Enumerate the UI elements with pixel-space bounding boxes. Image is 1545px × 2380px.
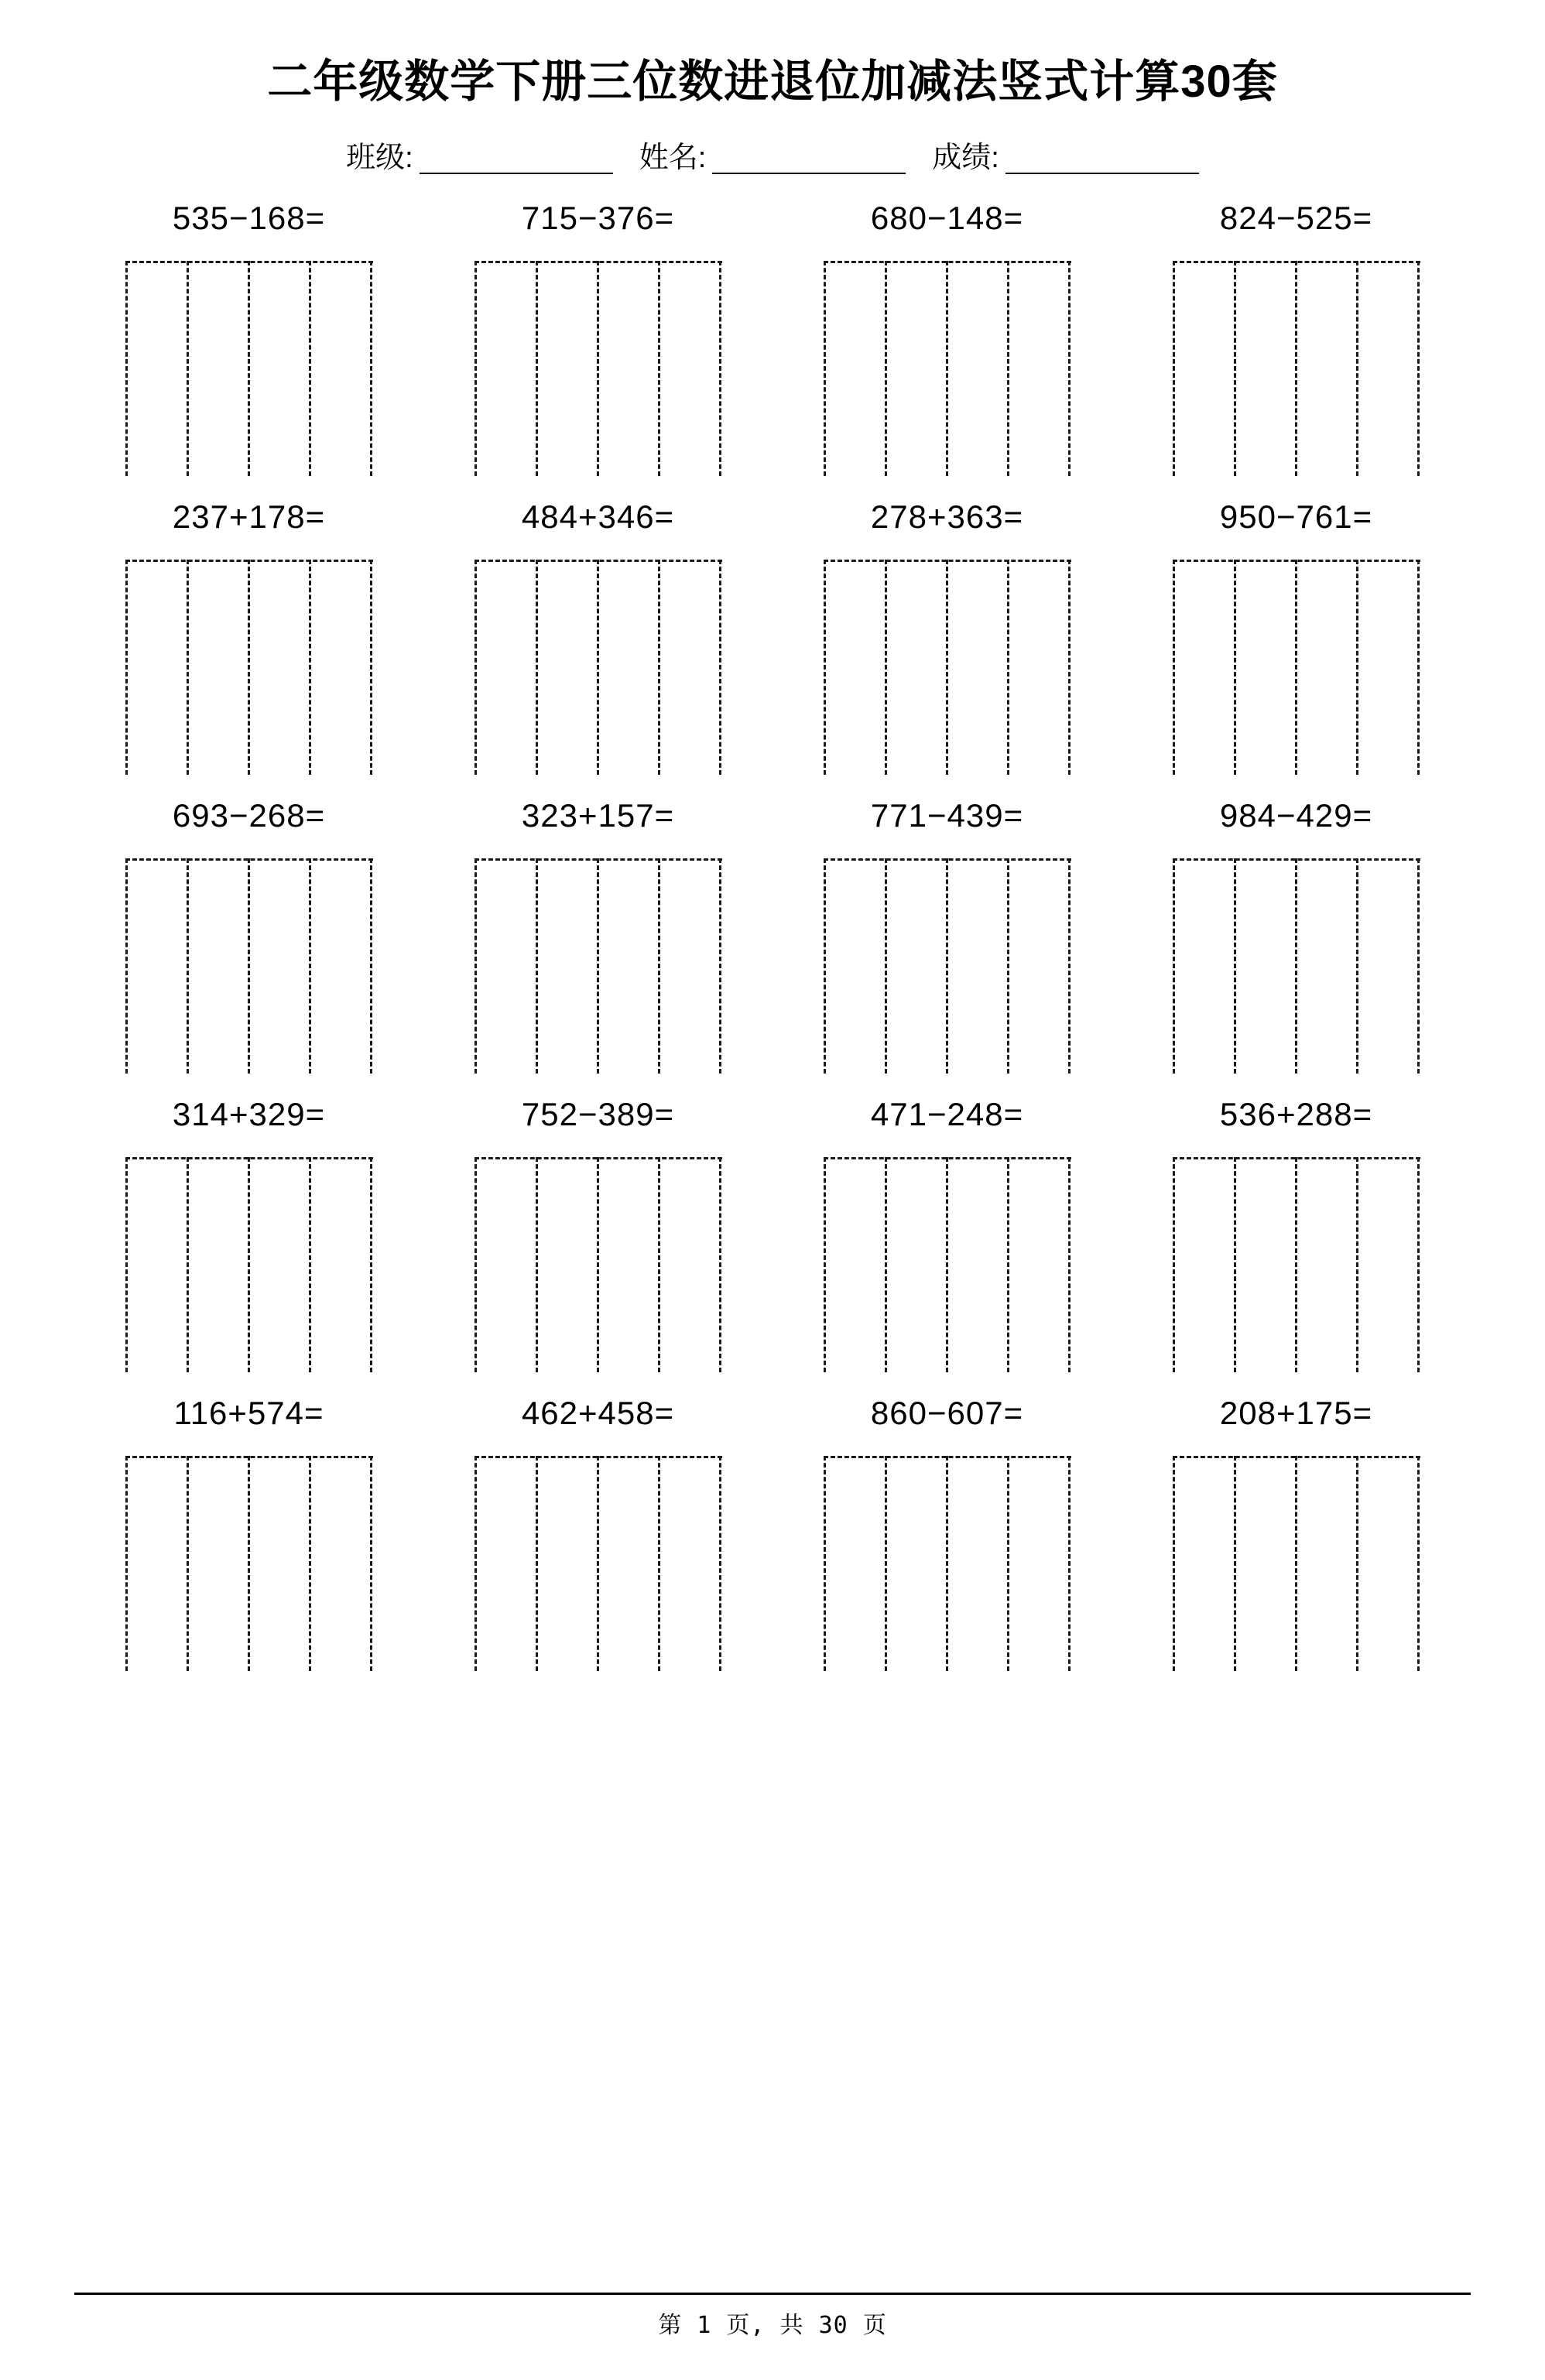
work-area[interactable]	[423, 1148, 772, 1380]
info-label-score: 成绩:	[932, 141, 999, 174]
problem-row-workspaces	[74, 550, 1471, 782]
work-area[interactable]	[74, 1148, 423, 1380]
problem-expression: 462+458=	[521, 1394, 675, 1431]
work-area[interactable]	[74, 550, 423, 782]
work-area[interactable]	[74, 252, 423, 484]
problem-row	[74, 1081, 1471, 1380]
work-area[interactable]	[423, 849, 772, 1081]
problem-expression: 323+157=	[521, 796, 675, 834]
work-area[interactable]	[772, 550, 1122, 782]
work-area[interactable]	[1122, 1447, 1471, 1679]
problem-expression: 693−268=	[172, 796, 326, 834]
problem-row-labels	[74, 484, 1471, 550]
problem-row-workspaces	[74, 1148, 1471, 1380]
problem-row-labels	[74, 782, 1471, 849]
work-area[interactable]	[74, 1447, 423, 1679]
work-area[interactable]	[1122, 252, 1471, 484]
problem-expression: 824−525=	[1219, 199, 1373, 236]
work-area[interactable]	[772, 252, 1122, 484]
footer-divider	[74, 2293, 1471, 2295]
problem-row-labels	[74, 1081, 1471, 1148]
work-area[interactable]	[1122, 849, 1471, 1081]
work-area[interactable]	[772, 849, 1122, 1081]
problem-row-workspaces	[74, 1447, 1471, 1679]
info-field-name	[639, 143, 906, 174]
problem-expression: 752−389=	[521, 1095, 675, 1132]
problem-row-workspaces	[74, 252, 1471, 484]
problem-expression: 471−248=	[870, 1095, 1024, 1132]
problem-row-labels	[74, 185, 1471, 252]
problem-row	[74, 185, 1471, 484]
problem-row-workspaces	[74, 849, 1471, 1081]
info-label-class: 班级:	[346, 141, 413, 174]
problem-row	[74, 782, 1471, 1081]
info-field-class	[346, 143, 613, 174]
problem-expression: 680−148=	[870, 199, 1024, 236]
problem-expression: 771−439=	[870, 796, 1024, 834]
work-area[interactable]	[772, 1447, 1122, 1679]
problem-expression: 116+574=	[173, 1394, 324, 1431]
page-footer	[74, 2293, 1471, 2340]
problem-row	[74, 484, 1471, 782]
info-blank-score[interactable]	[1005, 143, 1199, 174]
page-title: 二年级数学下册三位数进退位加减法竖式计算30套	[267, 57, 1278, 107]
problem-expression: 860−607=	[870, 1394, 1024, 1431]
problem-row	[74, 1380, 1471, 1679]
problem-expression: 314+329=	[172, 1095, 326, 1132]
problem-row-labels	[74, 1380, 1471, 1447]
work-area[interactable]	[423, 1447, 772, 1679]
work-area[interactable]	[423, 252, 772, 484]
problem-expression: 536+288=	[1219, 1095, 1373, 1132]
problem-grid	[74, 185, 1471, 1679]
info-field-score	[932, 143, 1199, 174]
problem-expression: 535−168=	[172, 199, 326, 236]
page-number: 第 1 页, 共 30 页	[658, 2312, 887, 2339]
info-blank-class[interactable]	[420, 143, 613, 174]
student-info-line	[74, 143, 1471, 174]
info-label-name: 姓名:	[639, 141, 707, 174]
work-area[interactable]	[423, 550, 772, 782]
problem-expression: 950−761=	[1219, 498, 1373, 535]
problem-expression: 984−429=	[1219, 796, 1373, 834]
work-area[interactable]	[1122, 550, 1471, 782]
work-area[interactable]	[1122, 1148, 1471, 1380]
problem-expression: 208+175=	[1219, 1394, 1373, 1431]
problem-expression: 237+178=	[172, 498, 326, 535]
problem-expression: 715−376=	[521, 199, 675, 236]
work-area[interactable]	[74, 849, 423, 1081]
info-blank-name[interactable]	[712, 143, 906, 174]
work-area[interactable]	[772, 1148, 1122, 1380]
problem-expression: 278+363=	[870, 498, 1024, 535]
problem-expression: 484+346=	[521, 498, 675, 535]
